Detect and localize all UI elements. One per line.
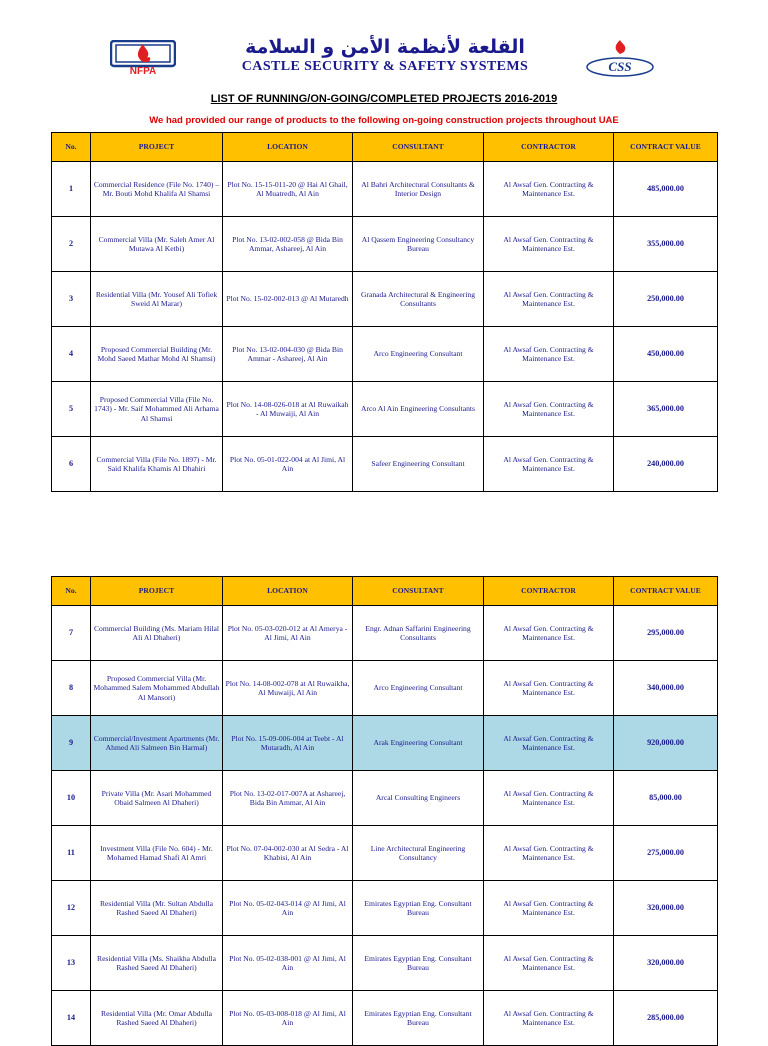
cell-project: Proposed Commercial Building (Mr. Mohd Saeed Mathar Mohd Al Shamsi) xyxy=(91,327,223,382)
cell-location: Plot No. 13-02-017-007A at Ashareej, Bida Bin Ammar, Al Ain xyxy=(223,771,353,826)
cell-contractor: Al Awsaf Gen. Contracting & Maintenance Est. xyxy=(484,826,614,881)
cell-no: 3 xyxy=(52,272,91,327)
cell-contract-value: 285,000.00 xyxy=(614,991,718,1046)
cell-consultant: Engr. Adnan Saffarini Engineering Consultants xyxy=(353,606,484,661)
cell-contract-value: 485,000.00 xyxy=(614,162,718,217)
cell-project: Investment Villa (File No. 604) - Mr. Mohamed Hamad Shafi Al Amri xyxy=(91,826,223,881)
cell-contractor: Al Awsaf Gen. Contracting & Maintenance Est. xyxy=(484,217,614,272)
col-header-project: PROJECT xyxy=(91,133,223,162)
cell-contract-value: 320,000.00 xyxy=(614,936,718,991)
table-row xyxy=(52,217,718,272)
cell-project: Commercial Building (Ms. Mariam Hilal Ali Al Dhaheri) xyxy=(91,606,223,661)
cell-no: 5 xyxy=(52,382,91,437)
letterhead xyxy=(0,0,768,86)
cell-project: Commercial Villa (Mr. Saleh Amer Al Mutawa Al Ketbi) xyxy=(91,217,223,272)
cell-contractor: Al Awsaf Gen. Contracting & Maintenance Est. xyxy=(484,437,614,492)
table-row xyxy=(52,771,718,826)
cell-contractor: Al Awsaf Gen. Contracting & Maintenance Est. xyxy=(484,716,614,771)
cell-contract-value: 240,000.00 xyxy=(614,437,718,492)
col-header-no: No. xyxy=(52,133,91,162)
cell-no: 9 xyxy=(52,716,91,771)
col-header-contractor: CONTRACTOR xyxy=(484,133,614,162)
cell-project: Commercial/Investment Apartments (Mr. Ahmed Ali Salmeen Bin Harmal) xyxy=(91,716,223,771)
cell-location: Plot No. 15-15-011-20 @ Hai Al Ghail, Al Muatredh, Al Ain xyxy=(223,162,353,217)
cell-consultant: Al Bahri Architectural Consultants & Interior Design xyxy=(353,162,484,217)
cell-location: Plot No. 05-02-038-001 @ Al Jimi, Al Ain xyxy=(223,936,353,991)
css-logo xyxy=(584,40,656,78)
cell-contractor: Al Awsaf Gen. Contracting & Maintenance Est. xyxy=(484,327,614,382)
cell-no: 13 xyxy=(52,936,91,991)
table-header-row xyxy=(52,577,718,606)
cell-consultant: Safeer Engineering Consultant xyxy=(353,437,484,492)
col-header-contract-value: CONTRACT VALUE xyxy=(614,133,718,162)
cell-project: Residential Villa (Ms. Shaikha Abdulla Rashed Saeed Al Dhaheri) xyxy=(91,936,223,991)
cell-no: 6 xyxy=(52,437,91,492)
projects-table-1 xyxy=(51,132,718,492)
col-header-consultant: CONSULTANT xyxy=(353,133,484,162)
cell-contractor: Al Awsaf Gen. Contracting & Maintenance Est. xyxy=(484,936,614,991)
cell-contractor: Al Awsaf Gen. Contracting & Maintenance Est. xyxy=(484,881,614,936)
cell-contractor: Al Awsaf Gen. Contracting & Maintenance Est. xyxy=(484,606,614,661)
cell-no: 2 xyxy=(52,217,91,272)
cell-contract-value: 275,000.00 xyxy=(614,826,718,881)
cell-contract-value: 320,000.00 xyxy=(614,881,718,936)
cell-project: Residential Villa (Mr. Sultan Abdulla Rashed Saeed Al Dhaheri) xyxy=(91,881,223,936)
cell-contract-value: 920,000.00 xyxy=(614,716,718,771)
cell-no: 4 xyxy=(52,327,91,382)
table-row xyxy=(52,272,718,327)
cell-contractor: Al Awsaf Gen. Contracting & Maintenance Est. xyxy=(484,382,614,437)
css-logo-text: CSS xyxy=(608,59,632,74)
cell-no: 11 xyxy=(52,826,91,881)
table-row xyxy=(52,437,718,492)
company-name-arabic: القلعة لأنظمة الأمن و السلامة xyxy=(245,36,525,58)
document-subtitle: We had provided our range of products to the following on-going construction projects throughout UAE xyxy=(149,115,619,126)
cell-contractor: Al Awsaf Gen. Contracting & Maintenance Est. xyxy=(484,661,614,716)
table-row xyxy=(52,606,718,661)
cell-contract-value: 295,000.00 xyxy=(614,606,718,661)
company-name: CASTLE SECURITY & SAFETY SYSTEMS xyxy=(241,59,529,74)
col-header-location: LOCATION xyxy=(223,577,353,606)
table-row xyxy=(52,162,718,217)
cell-project: Residential Villa (Mr. Yousef Ali Tofiek Sweid Al Marar) xyxy=(91,272,223,327)
col-header-contractor: CONTRACTOR xyxy=(484,577,614,606)
table-row xyxy=(52,382,718,437)
cell-location: Plot No. 05-03-020-012 at Al Amerya - Al Jimi, Al Ain xyxy=(223,606,353,661)
cell-location: Plot No. 15-02-002-013 @ Al Mutaredh xyxy=(223,272,353,327)
cell-location: Plot No. 13-02-002-058 @ Bida Bin Ammar, Ashareej, Al Ain xyxy=(223,217,353,272)
cell-location: Plot No. 14-08-026-018 at Al Ruwaikah - Al Muwaiji, Al Ain xyxy=(223,382,353,437)
nfpa-logo-text: NFPA xyxy=(129,66,157,76)
table-row xyxy=(52,716,718,771)
nfpa-logo xyxy=(110,40,176,76)
table-row xyxy=(52,991,718,1046)
cell-contract-value: 250,000.00 xyxy=(614,272,718,327)
cell-location: Plot No. 07-04-002-030 at Al Sedra - Al Khabisi, Al Ain xyxy=(223,826,353,881)
cell-consultant: Emirates Egyptian Eng. Consultant Bureau xyxy=(353,991,484,1046)
cell-consultant: Arcal Consulting Engineers xyxy=(353,771,484,826)
table-row xyxy=(52,327,718,382)
col-header-contract-value: CONTRACT VALUE xyxy=(614,577,718,606)
cell-project: Proposed Commercial Villa (File No. 1743) - Mr. Saif Mohammed Ali Arhama Al Shamsi xyxy=(91,382,223,437)
cell-consultant: Emirates Egyptian Eng. Consultant Bureau xyxy=(353,936,484,991)
projects-table-2 xyxy=(51,576,718,1046)
table-row xyxy=(52,661,718,716)
cell-project: Commercial Villa (File No. 1897) - Mr. Said Khalifa Khamis Al Dhahiri xyxy=(91,437,223,492)
cell-contract-value: 355,000.00 xyxy=(614,217,718,272)
cell-contract-value: 450,000.00 xyxy=(614,327,718,382)
cell-location: Plot No. 05-03-008-018 @ Al Jimi, Al Ain xyxy=(223,991,353,1046)
cell-project: Proposed Commercial Villa (Mr. Mohammed Salem Mohammed Abdullah Al Mansori) xyxy=(91,661,223,716)
cell-consultant: Arco Engineering Consultant xyxy=(353,661,484,716)
cell-contractor: Al Awsaf Gen. Contracting & Maintenance Est. xyxy=(484,272,614,327)
cell-consultant: Arak Engineering Consultant xyxy=(353,716,484,771)
cell-project: Private Villa (Mr. Asari Mohammed Obaid Salmeen Al Dhaheri) xyxy=(91,771,223,826)
cell-no: 10 xyxy=(52,771,91,826)
table-row xyxy=(52,881,718,936)
document-title: LIST OF RUNNING/ON-GOING/COMPLETED PROJECTS 2016-2019 xyxy=(210,93,558,105)
cell-contract-value: 340,000.00 xyxy=(614,661,718,716)
cell-no: 1 xyxy=(52,162,91,217)
table-row xyxy=(52,826,718,881)
cell-location: Plot No. 05-02-043-014 @ Al Jimi, Al Ain xyxy=(223,881,353,936)
cell-project: Commercial Residence (File No. 1740) – Mr. Bouti Mohd Khalifa Al Shamsi xyxy=(91,162,223,217)
cell-project: Residential Villa (Mr. Omar Abdulla Rashed Saeed Al Dhaheri) xyxy=(91,991,223,1046)
cell-no: 8 xyxy=(52,661,91,716)
cell-location: Plot No. 14-08-002-078 at Al Ruwaikha, Al Muwaiji, Al Ain xyxy=(223,661,353,716)
col-header-no: No. xyxy=(52,577,91,606)
col-header-project: PROJECT xyxy=(91,577,223,606)
col-header-location: LOCATION xyxy=(223,133,353,162)
cell-consultant: Arco Engineering Consultant xyxy=(353,327,484,382)
cell-contractor: Al Awsaf Gen. Contracting & Maintenance Est. xyxy=(484,162,614,217)
cell-location: Plot No. 15-09-006-004 at Teebt - Al Mutaradh, Al Ain xyxy=(223,716,353,771)
cell-contract-value: 85,000.00 xyxy=(614,771,718,826)
cell-no: 7 xyxy=(52,606,91,661)
table-row xyxy=(52,936,718,991)
table-header-row xyxy=(52,133,718,162)
cell-contract-value: 365,000.00 xyxy=(614,382,718,437)
cell-consultant: Arco Al Ain Engineering Consultants xyxy=(353,382,484,437)
cell-consultant: Line Architectural Engineering Consultancy xyxy=(353,826,484,881)
cell-consultant: Al Qassem Engineering Consultancy Bureau xyxy=(353,217,484,272)
cell-location: Plot No. 13-02-004-030 @ Bida Bin Ammar - Ashareej, Al Ain xyxy=(223,327,353,382)
cell-contractor: Al Awsaf Gen. Contracting & Maintenance Est. xyxy=(484,991,614,1046)
cell-contractor: Al Awsaf Gen. Contracting & Maintenance Est. xyxy=(484,771,614,826)
cell-consultant: Emirates Egyptian Eng. Consultant Bureau xyxy=(353,881,484,936)
cell-no: 12 xyxy=(52,881,91,936)
cell-no: 14 xyxy=(52,991,91,1046)
cell-location: Plot No. 05-01-022-004 at Al Jimi, Al Ain xyxy=(223,437,353,492)
cell-consultant: Granada Architectural & Engineering Consultants xyxy=(353,272,484,327)
col-header-consultant: CONSULTANT xyxy=(353,577,484,606)
